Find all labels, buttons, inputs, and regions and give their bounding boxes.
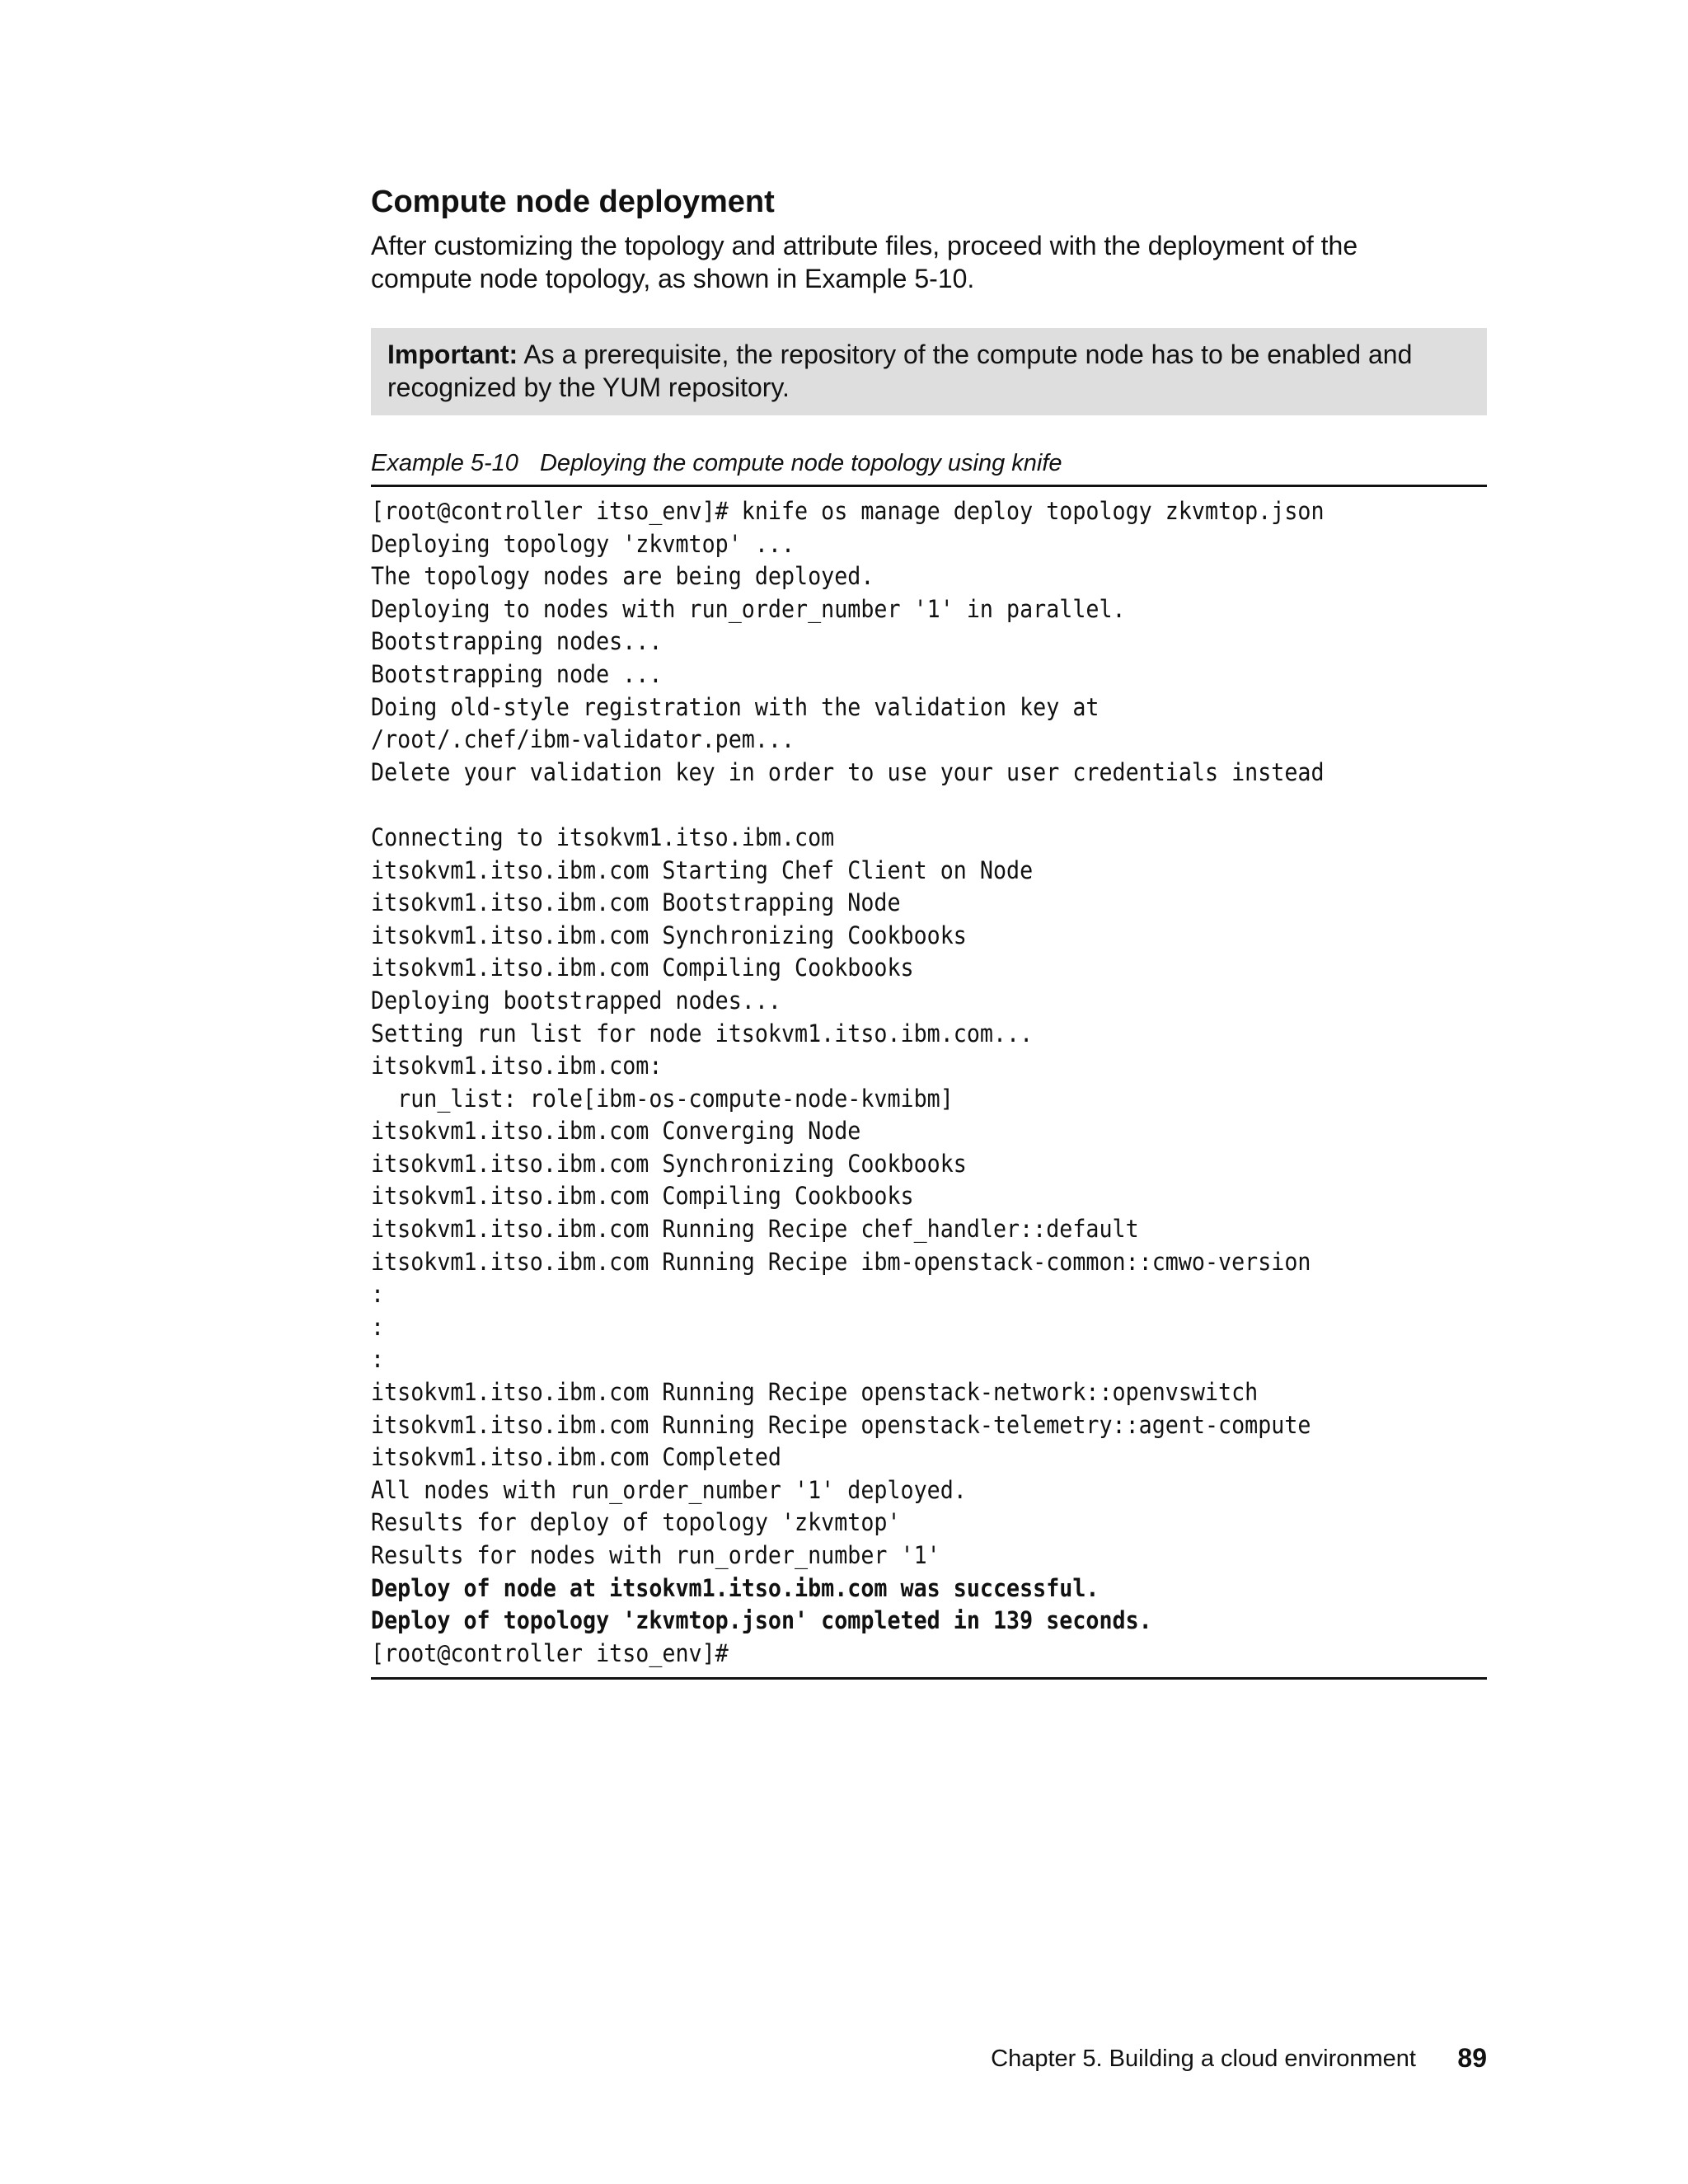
section-heading: Compute node deployment [371,185,775,219]
example-bottom-rule [371,1677,1487,1680]
example-number: Example 5-10 [371,450,518,476]
intro-line: compute node topology, as shown in Example 5-10. [371,264,975,293]
important-note [371,328,1487,415]
code-line: [root@controller itso_env]# [371,1638,729,1667]
example-top-rule [371,485,1487,487]
code-line [371,789,1398,822]
page-footer [371,2042,1487,2075]
example-caption [371,448,1062,478]
important-label: Important: [387,340,518,369]
code-line: itsokvm1.itso.ibm.com Running Recipe chef_handler::default [371,1215,1139,1244]
code-line: : [371,1280,385,1309]
code-line: Deploy of topology 'zkvmtop.json' completed in 139 seconds. [371,1606,1152,1635]
example-title: Deploying the compute node topology using knife [539,450,1062,476]
code-line: Delete your validation key in order to use your user credentials instead [371,757,1325,786]
code-line: itsokvm1.itso.ibm.com Running Recipe openstack-telemetry::agent-compute [371,1410,1311,1439]
code-line: itsokvm1.itso.ibm.com Synchronizing Cookbooks [371,921,967,949]
code-line: itsokvm1.itso.ibm.com Starting Chef Client on Node [371,855,1034,884]
code-line: run_list: role[ibm-os-compute-node-kvmibm] [371,1084,954,1113]
code-line: itsokvm1.itso.ibm.com Bootstrapping Node [371,888,901,917]
important-text: As a prerequisite, the repository of the compute node has to be enabled and [518,340,1413,369]
code-line: Setting run list for node itsokvm1.itso.ibm.com... [371,1019,1034,1047]
code-line: : [371,1345,385,1374]
code-line: Results for deploy of topology 'zkvmtop' [371,1508,901,1537]
important-text: recognized by the YUM repository. [387,373,790,402]
code-listing [371,495,1398,1670]
code-line: Connecting to itsokvm1.itso.ibm.com [371,823,835,851]
code-line: itsokvm1.itso.ibm.com Compiling Cookbooks [371,954,914,982]
code-line: itsokvm1.itso.ibm.com Running Recipe ibm-openstack-common::cmwo-version [371,1247,1311,1276]
intro-line: After customizing the topology and attribute files, proceed with the deployment of the [371,231,1358,260]
code-line: Bootstrapping nodes... [371,627,663,656]
code-line: /root/.chef/ibm-validator.pem... [371,725,795,754]
code-line: [root@controller itso_env]# knife os manage deploy topology zkvmtop.json [371,497,1325,525]
code-line: Deploy of node at itsokvm1.itso.ibm.com was successful. [371,1573,1100,1602]
code-line: itsokvm1.itso.ibm.com: [371,1052,663,1080]
code-line: itsokvm1.itso.ibm.com Running Recipe openstack-network::openvswitch [371,1378,1259,1407]
code-line: Doing old-style registration with the validation key at [371,692,1100,721]
important-note-line [387,338,1470,371]
code-line: itsokvm1.itso.ibm.com Converging Node [371,1117,861,1146]
code-line: Deploying bootstrapped nodes... [371,986,781,1015]
code-line: Results for nodes with run_order_number '1' [371,1541,940,1569]
code-line: itsokvm1.itso.ibm.com Compiling Cookbooks [371,1182,914,1211]
code-line: The topology nodes are being deployed. [371,562,874,591]
code-line: Bootstrapping node ... [371,659,663,688]
code-line: itsokvm1.itso.ibm.com Completed [371,1443,781,1472]
footer-chapter-title: Chapter 5. Building a cloud environment [991,2046,1416,2072]
intro-paragraph [371,229,1487,295]
code-line: itsokvm1.itso.ibm.com Synchronizing Cookbooks [371,1149,967,1178]
code-line: Deploying topology 'zkvmtop' ... [371,529,795,558]
page-number: 89 [1457,2043,1487,2073]
code-line: : [371,1312,385,1341]
code-line: All nodes with run_order_number '1' deployed. [371,1475,967,1504]
code-line: Deploying to nodes with run_order_number '1' in parallel. [371,594,1126,623]
